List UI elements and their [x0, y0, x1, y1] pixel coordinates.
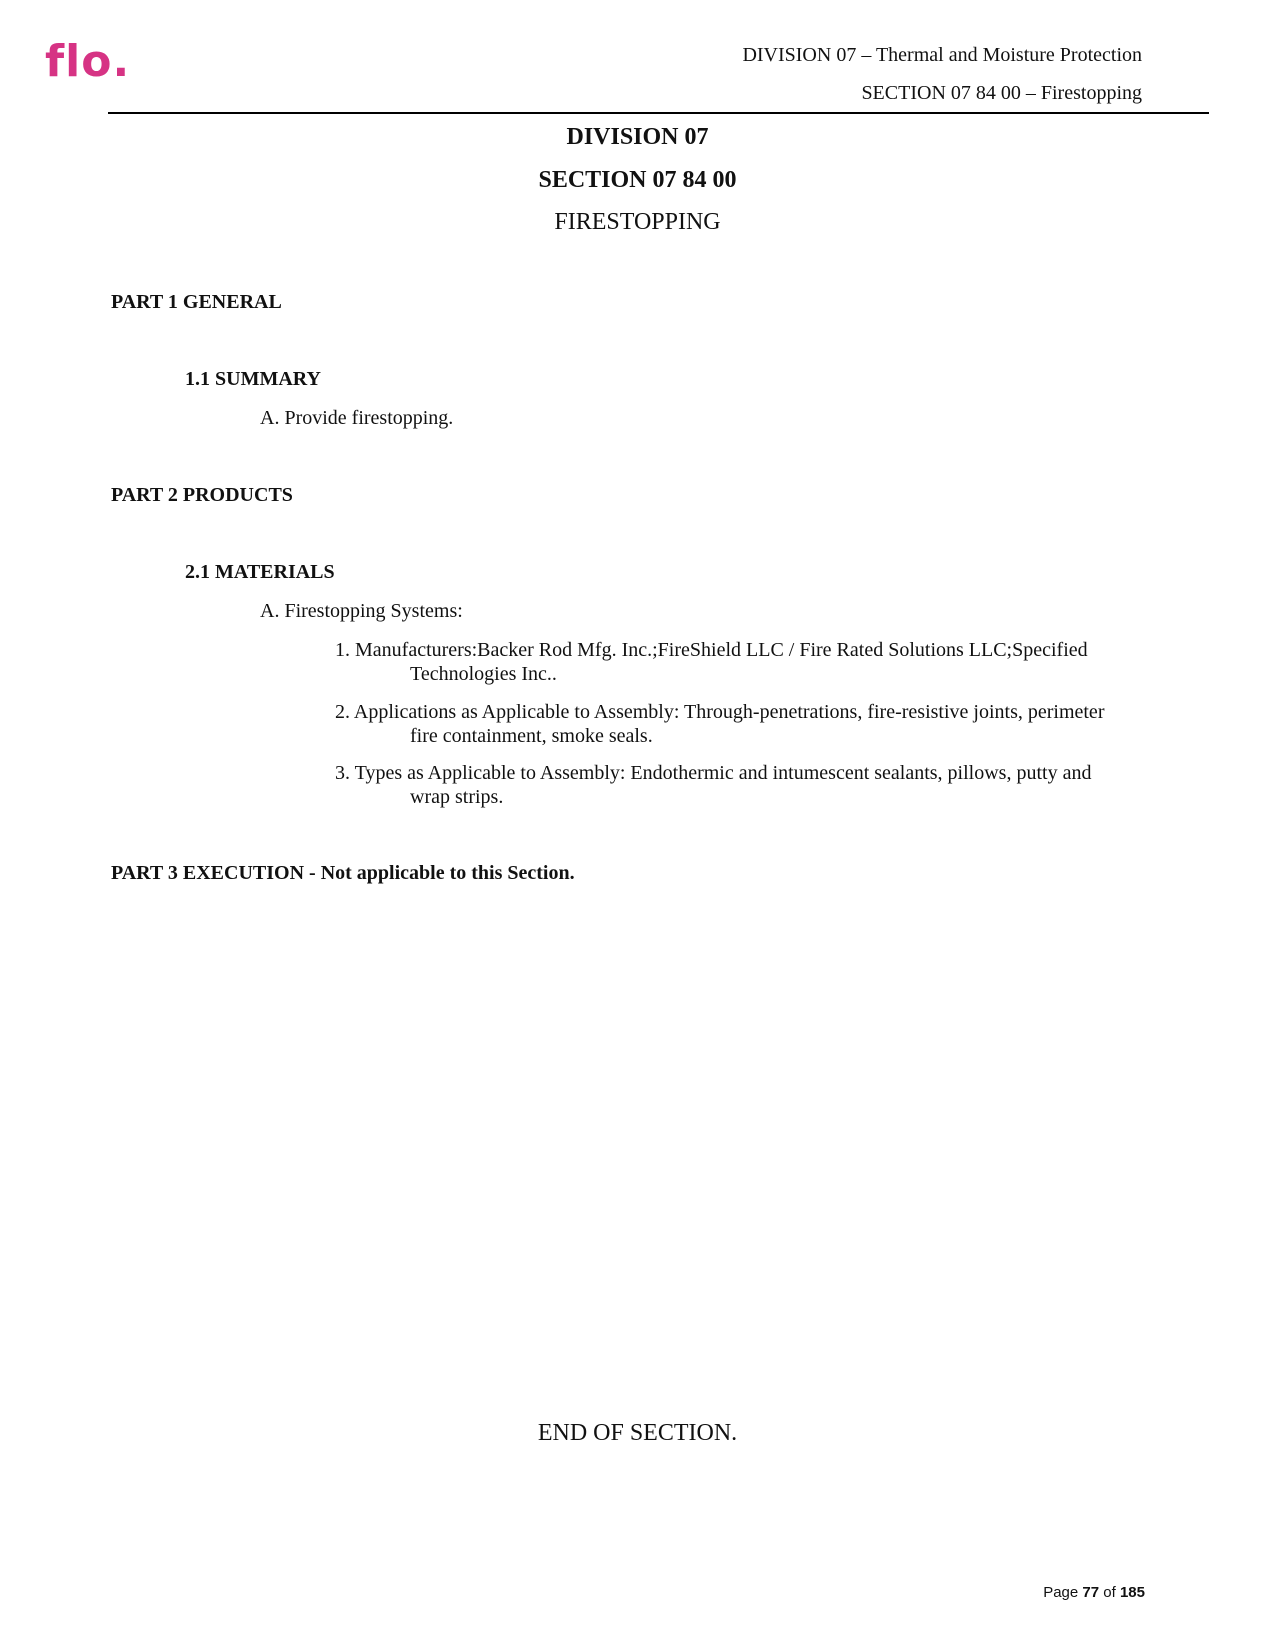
page-number: [1043, 1584, 1145, 1601]
list-item: [335, 761, 1155, 809]
page-current: 77: [1082, 1584, 1100, 1601]
list-item: [335, 700, 1155, 748]
page-total: 185: [1119, 1584, 1145, 1601]
part1-heading: PART 1 GENERAL: [111, 291, 282, 313]
list-item-line: 1. Manufacturers:Backer Rod Mfg. Inc.;FireShield LLC / Fire Rated Solutions LLC;Specified: [335, 639, 1088, 661]
list-item-line: 3. Types as Applicable to Assembly: Endothermic and intumescent sealants, pillows, putty and: [335, 762, 1092, 784]
part3-heading: PART 3 EXECUTION - Not applicable to this Section.: [111, 862, 575, 884]
header-section-line: SECTION 07 84 00 – Firestopping: [861, 82, 1142, 104]
header-division-line: DIVISION 07 – Thermal and Moisture Protection: [742, 44, 1142, 66]
article-1-1-heading: 1.1 SUMMARY: [185, 368, 321, 390]
list-item-continuation: Technologies Inc..: [410, 663, 557, 685]
part2-heading: PART 2 PRODUCTS: [111, 484, 293, 506]
flo-logo: flo.: [45, 36, 131, 87]
list-item: [335, 638, 1155, 686]
paragraph-1-1-a: A. Provide firestopping.: [260, 407, 454, 429]
paragraph-2-1-a: A. Firestopping Systems:: [260, 600, 463, 622]
title-name: FIRESTOPPING: [554, 209, 721, 235]
list-item-continuation: fire containment, smoke seals.: [410, 725, 653, 747]
list-item-line: 2. Applications as Applicable to Assembly: Through-penetrations, fire-resistive joints, perimeter: [335, 701, 1105, 723]
end-of-section: END OF SECTION.: [537, 1420, 738, 1446]
title-section: SECTION 07 84 00: [538, 167, 737, 193]
page-of-label: of: [1103, 1584, 1116, 1601]
article-2-1-heading: 2.1 MATERIALS: [185, 561, 335, 583]
title-division: DIVISION 07: [566, 124, 709, 150]
list-item-continuation: wrap strips.: [410, 786, 504, 808]
header-rule: [108, 112, 1209, 114]
page-label: Page: [1043, 1584, 1079, 1601]
